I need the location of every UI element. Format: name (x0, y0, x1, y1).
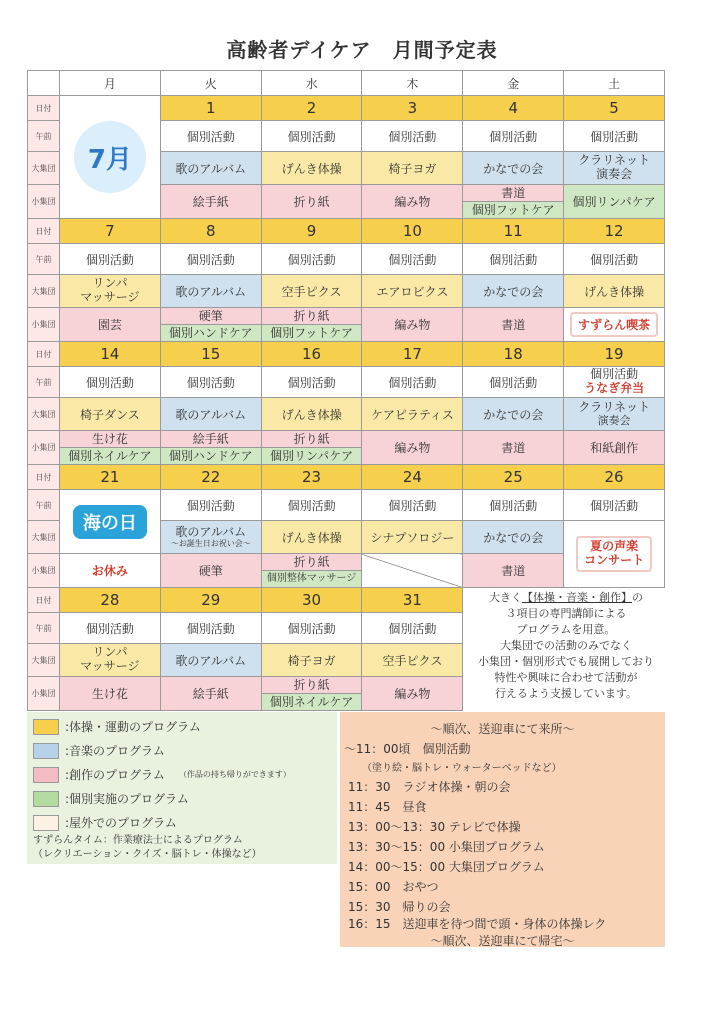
date-cell: 23 (261, 465, 362, 490)
row-label-date: 日付 (28, 588, 60, 613)
schedule-item: 13：00～13：30 テレビで体操 (348, 820, 521, 834)
date-cell: 8 (160, 219, 261, 244)
large-activity: 空手ピクス (261, 275, 362, 308)
note-highlight: 【体操・音楽・創作】 (522, 591, 632, 604)
small-activity: 絵手紙 (160, 185, 261, 219)
legend-item-music: :音楽のプログラム (33, 742, 165, 759)
large-activity: 椅子ヨガ (362, 152, 463, 185)
empty-slash-cell (362, 554, 463, 588)
date-cell: 26 (564, 465, 665, 490)
row-label-small: 小集団 (28, 185, 60, 219)
small-activity: 編み物 (362, 431, 463, 465)
date-cell: 9 (261, 219, 362, 244)
month-label: 7月 (87, 144, 132, 175)
row-label-large: 大集団 (28, 152, 60, 185)
small-activity: 折り紙 (261, 185, 362, 219)
large-activity: シナプソロジー (362, 521, 463, 554)
row-label-am: 午前 (28, 613, 60, 644)
date-cell: 16 (261, 342, 362, 367)
holiday-cell (60, 554, 161, 588)
date-cell: 30 (261, 588, 362, 613)
am-activity: 個別活動 (60, 367, 161, 398)
date-cell: 4 (463, 96, 564, 121)
row-label-date: 日付 (28, 465, 60, 490)
am-activity: 個別活動 (261, 244, 362, 275)
date-cell: 7 (60, 219, 161, 244)
day-tue: 火 (160, 71, 261, 96)
large-activity: 歌のアルバム ～お誕生日お祝い会～ (160, 521, 261, 554)
am-activity: 個別活動 (362, 121, 463, 152)
small-activity: 編み物 (362, 185, 463, 219)
large-activity: リンパ マッサージ (60, 644, 161, 677)
legend-item-craft: :創作のプログラム （作品の持ち帰りができます） (33, 766, 291, 783)
date-cell: 22 (160, 465, 261, 490)
marine-day-cell (60, 490, 161, 554)
am-activity: 個別活動 (463, 244, 564, 275)
large-activity: クラリネット 演奏会 (564, 398, 665, 431)
small-activity: 和紙創作 (564, 431, 665, 465)
legend-swatch (33, 791, 59, 807)
large-activity: かなでの会 (463, 398, 564, 431)
schedule-item: 13：30～15：00 小集団プログラム (348, 840, 545, 854)
small-activity-split: 折り紙 個別ネイルケア (261, 677, 362, 711)
am-activity: 個別活動 (261, 367, 362, 398)
schedule-item: 11：30 ラジオ体操・朝の会 (348, 780, 511, 794)
row-label-am: 午前 (28, 244, 60, 275)
legend-swatch (33, 719, 59, 735)
small-activity: 編み物 (362, 308, 463, 342)
legend-swatch (33, 815, 59, 831)
date-cell: 29 (160, 588, 261, 613)
date-cell: 12 (564, 219, 665, 244)
am-activity: 個別活動 (160, 490, 261, 521)
summer-concert-cell (564, 521, 665, 588)
legend-item-motion: :体操・運動のプログラム (33, 718, 201, 735)
small-activity-split: 絵手紙 個別ハンドケア (160, 431, 261, 465)
summer-concert-badge: 夏の声楽 コンサート (576, 536, 652, 572)
date-cell: 18 (463, 342, 564, 367)
small-activity-split: 折り紙 個別フットケア (261, 308, 362, 342)
am-activity: 個別活動 (261, 490, 362, 521)
large-activity: かなでの会 (463, 275, 564, 308)
large-activity: 空手ピクス (362, 644, 463, 677)
date-cell: 28 (60, 588, 161, 613)
small-activity: 園芸 (60, 308, 161, 342)
page-title: 高齢者デイケア 月間予定表 (226, 38, 498, 62)
day-fri: 金 (463, 71, 564, 96)
date-cell: 17 (362, 342, 463, 367)
date-cell: 15 (160, 342, 261, 367)
small-activity: 生け花 (60, 677, 161, 711)
schedule-item: （塗り絵・脳トレ・ウォーターベッドなど） (362, 763, 562, 774)
row-label-date: 日付 (28, 342, 60, 367)
large-activity: げんき体操 (261, 521, 362, 554)
schedule-item: 14：00～15：00 大集団プログラム (348, 860, 545, 874)
small-activity-split: 生け花 個別ネイルケア (60, 431, 161, 465)
small-activity: 個別リンパケア (564, 185, 665, 219)
color-legend (27, 712, 337, 864)
am-activity: 個別活動 (564, 490, 665, 521)
large-activity: げんき体操 (261, 398, 362, 431)
am-activity: 個別活動 (463, 490, 564, 521)
large-activity: 歌のアルバム (160, 275, 261, 308)
daily-schedule (340, 712, 665, 947)
date-cell: 25 (463, 465, 564, 490)
july-illustration (74, 121, 146, 193)
marine-day-badge: 海の日 (73, 505, 147, 539)
am-activity: 個別活動 (160, 613, 261, 644)
date-cell: 21 (60, 465, 161, 490)
small-activity: 書道 (463, 308, 564, 342)
row-label-small: 小集団 (28, 308, 60, 342)
am-activity: 個別活動 (160, 367, 261, 398)
holiday-label: お休み (91, 564, 128, 578)
date-cell: 2 (261, 96, 362, 121)
large-activity: エアロビクス (362, 275, 463, 308)
am-activity: 個別活動 (60, 613, 161, 644)
am-activity: 個別活動 (60, 244, 161, 275)
am-activity: 個別活動 (261, 121, 362, 152)
am-activity: 個別活動 (362, 367, 463, 398)
day-wed: 水 (261, 71, 362, 96)
schedule-arrive: ～順次、送迎車にて来所～ (430, 722, 575, 736)
small-activity: 書道 (463, 431, 564, 465)
large-activity: クラリネット 演奏会 (564, 152, 665, 185)
date-cell: 11 (463, 219, 564, 244)
large-activity: 椅子ヨガ (261, 644, 362, 677)
day-thu: 木 (362, 71, 463, 96)
row-label-large: 大集団 (28, 398, 60, 431)
small-activity-split: 折り紙 個別リンパケア (261, 431, 362, 465)
row-label-date: 日付 (28, 96, 60, 121)
small-activity-split: 書道 個別フットケア (463, 185, 564, 219)
large-activity: かなでの会 (463, 521, 564, 554)
date-cell: 24 (362, 465, 463, 490)
am-activity: 個別活動 (362, 244, 463, 275)
small-activity: 書道 (463, 554, 564, 588)
schedule-depart: ～順次、送迎車にて帰宅～ (430, 934, 575, 948)
row-label-am: 午前 (28, 367, 60, 398)
date-cell: 1 (160, 96, 261, 121)
date-cell: 31 (362, 588, 463, 613)
row-label-small: 小集団 (28, 431, 60, 465)
row-label-small: 小集団 (28, 554, 60, 588)
date-cell: 10 (362, 219, 463, 244)
am-activity: 個別活動 (564, 244, 665, 275)
legend-item-individual: :個別実施のプログラム (33, 790, 189, 807)
am-activity: 個別活動 (463, 367, 564, 398)
schedule-item: 15：00 おやつ (348, 880, 439, 894)
suzuran-time-note: すずらんタイム：作業療法士によるプログラム （レクリエーション・クイズ・脳トレ・体操など） (33, 835, 262, 860)
am-activity: 個別活動 (362, 490, 463, 521)
am-activity: 個別活動 うなぎ弁当 (564, 367, 665, 398)
row-label-small: 小集団 (28, 677, 60, 711)
row-label-am: 午前 (28, 490, 60, 521)
large-activity: げんき体操 (564, 275, 665, 308)
row-label-large: 大集団 (28, 644, 60, 677)
am-activity: 個別活動 (463, 121, 564, 152)
large-activity: 歌のアルバム (160, 398, 261, 431)
large-activity: げんき体操 (261, 152, 362, 185)
legend-item-outdoor: :屋外でのプログラム (33, 814, 177, 831)
small-activity: 編み物 (362, 677, 463, 711)
date-cell: 5 (564, 96, 665, 121)
large-activity: ケアピラティス (362, 398, 463, 431)
small-activity-split: 硬筆 個別ハンドケア (160, 308, 261, 342)
suzuran-cafe-cell (564, 308, 665, 342)
small-activity-split: 折り紙 個別整体マッサージ (261, 554, 362, 588)
date-cell: 14 (60, 342, 161, 367)
am-activity: 個別活動 (564, 121, 665, 152)
schedule-item: ～11：00頃 個別活動 (344, 742, 471, 756)
legend-swatch (33, 743, 59, 759)
date-cell: 19 (564, 342, 665, 367)
schedule-item: 16：15 送迎車を待つ間で頭・身体の体操レク (348, 917, 607, 931)
am-activity: 個別活動 (160, 244, 261, 275)
july-badge-cell (60, 96, 161, 219)
day-sat: 土 (564, 71, 665, 96)
am-activity: 個別活動 (160, 121, 261, 152)
am-activity: 個別活動 (362, 613, 463, 644)
legend-swatch (33, 767, 59, 783)
large-activity: 歌のアルバム (160, 152, 261, 185)
large-activity: リンパ マッサージ (60, 275, 161, 308)
suzuran-cafe-badge: すずらん喫茶 (570, 312, 658, 337)
row-label-date: 日付 (28, 219, 60, 244)
large-activity: かなでの会 (463, 152, 564, 185)
day-mon: 月 (60, 71, 161, 96)
large-activity: 椅子ダンス (60, 398, 161, 431)
row-label-large: 大集団 (28, 521, 60, 554)
schedule-item: 15：30 帰りの会 (348, 900, 451, 914)
large-activity: 歌のアルバム (160, 644, 261, 677)
program-note: 大きく【体操・音楽・創作】の ３項目の専門講師による プログラムを用意。 大集団での活動のみでなく 小集団・個別形式でも展開しており 特性や興味に合わせて活動が 行えるよう支援しています。 (478, 591, 654, 700)
weekday-header (28, 71, 665, 96)
unagi-bento-badge: うなぎ弁当 (584, 381, 645, 395)
date-cell: 3 (362, 96, 463, 121)
am-activity: 個別活動 (261, 613, 362, 644)
row-label-large: 大集団 (28, 275, 60, 308)
small-activity: 硬筆 (160, 554, 261, 588)
schedule-item: 11：45 昼食 (348, 800, 427, 814)
small-activity: 絵手紙 (160, 677, 261, 711)
row-label-am: 午前 (28, 121, 60, 152)
